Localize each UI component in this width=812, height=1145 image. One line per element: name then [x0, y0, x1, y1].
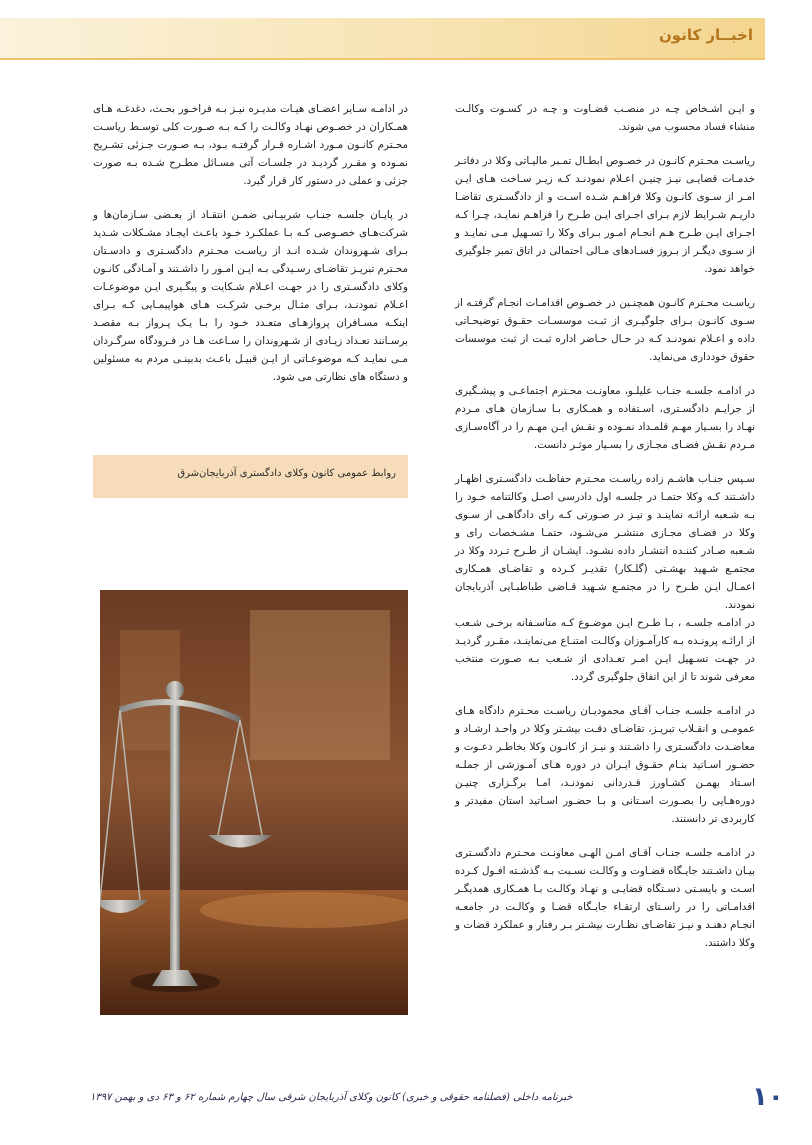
caption-text: روابط عمومی کانون وکلای دادگستری آذربایجان‌شرق [177, 468, 396, 479]
publication-info: خبرنامه داخلی (فصلنامه حقوقی و خبری) کانون وکلای آذربایجان شرقی سال چهارم شماره ۶۲ و ۶۳ دی و بهمن ۱۳۹۷ [90, 1092, 573, 1103]
paragraph: در ادامـه جلسـه جنـاب آقـای محمودیـان ریاسـت محـترم دادگاه هـای عمومـی و انقـلاب تبریـز، تقاضـای دقـت بیشـتر وکلا در واحـد ارشـاد و معاضـدت دادگسـتری را داشـتند و نیـز از کانـون وکلا بخاطـر دعـوت و حضـور اسـاتید بنـام حقـوق ایـران در دوره هـای آمـوزشی از جملـه اسـتاد بهمـن کشـاورز قـدردانی نمودنـد، امـا برگـزاری چنیـن دوره‌هـایی را بصـورت اسـتانی و بـا حضـور اسـاتید استان مفیدتر و کاربردی تر دانستند. [455, 705, 755, 825]
paragraph: سـپس جنـاب هاشـم زاده ریاسـت محـترم حفاظـت دادگسـتری اظهـار داشـتند کـه وکلا حتمـا در جلسـه اول دادرسی اصـل وکالتنامه خـود را بـه شـعبه ارائـه نماینـد و نیـز در صـورتی کـه رای دادگاهـی از سـوی وکلا در فضـای مجـازی منتشـر می‌شـود، حتمـا مشـخصات رای و شـعبه صـادر کننـده انتشـار داده نشـود. ایشـان از طـرح تـردد وکلا در مجتمـع شـهید بهشـتی (گلـکار) تقدیـر کـرده و تقاضـای همـکاری اعمـال ایـن طـرح را در مجتمـع شـهید قـاضی طباطبـایی آذربایجان نمودند. در ادامـه جلسـه ، بـا طـرح ایـن موضـوع کـه متاسـفانه برخـی شـعب از ارائـه پرونـده بـه کارآمـوزان وکالـت امتنـاع می‌نماینـد، مقـرر گردیـد در جهـت تسـهیل ایـن امـر تعـدادی از شـعب بـه صـورت منتخب معرفی شوند تا از این اتفاق جلوگیری گردد. [455, 473, 755, 683]
scales-of-justice-photo [100, 590, 408, 1015]
paragraph: ریاسـت محـترم کانـون در خصـوص ابطـال تمـبر مالیـاتی وکلا در دفاتـر خدمـات قضایـی نیـز چنیـن اعـلام نمودنـد کـه زیـر سـاخت هـای ایـن امـر از سـوی کانـون وکلا فراهـم شـده اسـت و از دادگسـتری تقاضـا داریـم شـرایط لازم بـرای اجـرای ایـن طـرح را فراهـم نمایـد، چـرا کـه اجـرای ایـن طـرح هـم انجـام امـور بـرای وکلا را تسـهیل مـی نمایـد و از سـوی دیگـر از بـروز فسـادهای مـالی احتمالی در اتاق تمبر جلوگیری خواهد نمود. [455, 155, 755, 275]
page-number: ۱۰ [752, 1082, 784, 1112]
article-column-left [93, 100, 408, 402]
section-header [0, 18, 765, 60]
section-title: اخبــار کانون [658, 26, 753, 44]
paragraph: در ادامـه جلسـه جنـاب علیلـو، معاونـت محـترم اجتماعـی و پیشـگیری از جرایـم دادگسـتری، اسـتفاده و همـکاری بـا سـازمان هـای مـردم نهـاد را بسـیار مهـم قلمـداد نمـوده و نقـش ایـن مهـم را در آگاه‌سـازی مـردم نقـش فضـای مجـازی را بسـیار موثـر دانست. [455, 385, 755, 451]
scales-of-justice-illustration [100, 590, 408, 1015]
article-column-right [455, 100, 755, 968]
paragraph: در پایـان جلسـه جنـاب شربیـانی ضمـن انتقـاد از بعـضی سـازمان‌ها و شرکت‌هـای خصـوصی کـه بـا عملکـرد خـود باعـث ایجـاد مشـکلات شـدید بـرای شـهروندان شـده انـد از ریاسـت محـترم دادگسـتری و دادسـتان محـترم تبریـز تقاضـای رسـیدگی بـه ایـن امـور را داشـتند و آمـادگی کانـون وکلای دادگسـتری را در جهـت اعـلام شـکایت و پیگـیری ایـن موضوعـات اعـلام نمودنـد، بـرای مثـال برخـی شرکـت هـای هواپیمـایی کـه بـرای اینکـه مسـافران پروازهـای متعـدد خـود را بـا یـک پـرواز بـه مقصـد برسـانند تعـداد زیـادی از شـهروندان را سـاعت هـا در فـرودگاه سرگـردان مـی نمایـد کـه موضوعـاتی از ایـن قبیـل باعـث بدبینـی مردم به مسئولین و دستگاه های نظارتی می شود. [93, 209, 408, 383]
paragraph: ریاسـت محـترم کانـون همچنـین در خصـوص اقدامـات انجـام گرفتـه از سـوی کانـون بـرای جلوگیـری از ثبـت موسسـات حقـوق توضیحـاتی داده و اعـلام نمودنـد کـه در حـال حـاضر اداره ثبـت از ثبت موسسات حقوق خودداری می‌نماید. [455, 297, 755, 363]
paragraph: در ادامـه سـایر اعضـای هیـات مدیـره نیـز بـه فراخـور بحـث، دغدغـه هـای همـکاران در خصـوص نهـاد وکالـت را کـه بـه صـورت کلی توسـط ریاسـت محـترم کانـون مـورد اشـاره قـرار گرفتـه بـود، بـه صـورت جـزئی تشـریح نمـوده و مقـرر گردیـد در جلسـات آتی مسـائل مطـرح شـده بـه صورت جزئی و عملی در دستور کار قرار گیرد. [93, 103, 408, 187]
caption-box [93, 455, 408, 498]
page-footer [0, 1080, 812, 1120]
paragraph: و ایـن اشـخاص چـه در منصـب قضـاوت و چـه در کسـوت وکالـت منشاء فساد محسوب می شوند. [455, 103, 755, 133]
paragraph: در ادامـه جلسـه جنـاب آقـای امـن الهـی معاونـت محـترم دادگسـتری بیـان داشـتند جایـگاه قضـاوت و وکالـت نسـبت بـه گذشـته افـول کـرده اسـت و بایسـتی دسـتگاه قضایـی و نهـاد وکالـت بـا همـکاری همدیگـر اقدامـاتی را در راسـتای ارتقـاء جایـگاه قضـا و وکالـت در جامعـه انجـام دهنـد و نیـز تقاضـای نظـارت بیشـتر بـر رفتار و عملکرد قضات و وکلا داشتند. [455, 847, 755, 949]
